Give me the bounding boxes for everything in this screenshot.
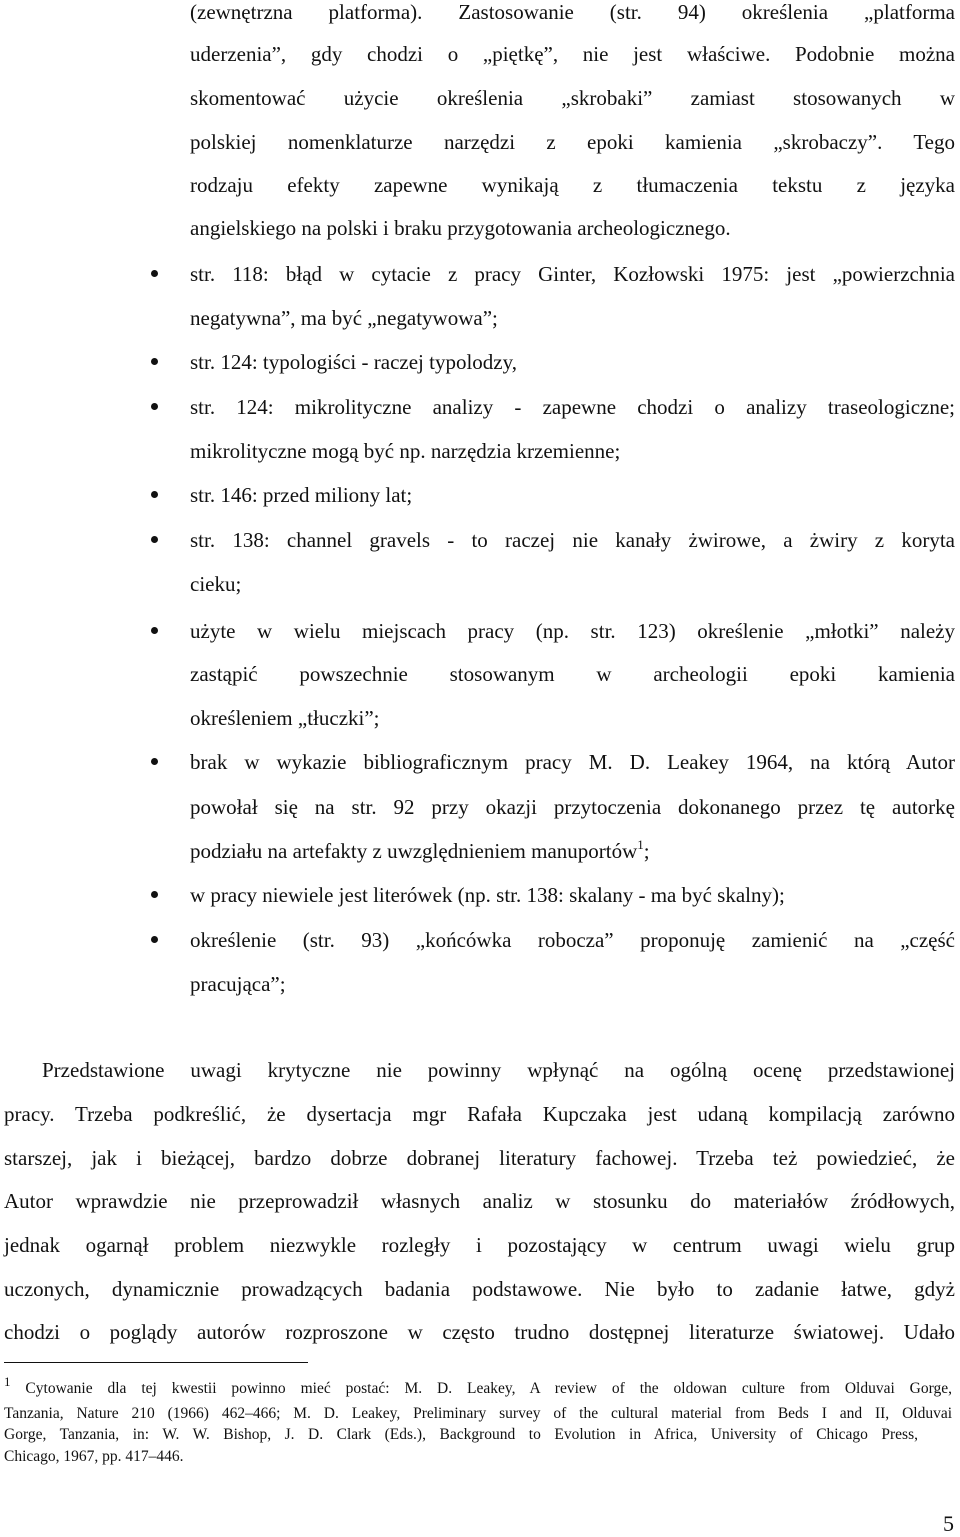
text-fragment: Cytowanie dla tej kwestii powinno mieć postać: M. D. Leakey, A review of the oldowan culture from Olduvai Gorge, [25,1380,952,1397]
text-line: starszej, jak i bieżącej, bardzo dobrze dobranej literatury fachowej. Trzeba też powiedzieć, że [4,1146,955,1170]
footnote-line [4,1373,952,1398]
text-line: chodzi o poglądy autorów rozproszone w często trudno dostępnej literaturze światowej. Udało [4,1320,955,1344]
footnote-line: Chicago, 1967, pp. 417–446. [4,1448,184,1465]
text-line: Przedstawione uwagi krytyczne nie powinny wpłynąć na ogólną ocenę przedstawionej [42,1058,955,1082]
text-line: mikrolityczne mogą być np. narzędzia krzemienne; [190,439,621,463]
text-line: cieku; [190,572,242,596]
text-line: angielskiego na polski i braku przygotowania archeologicznego. [190,216,731,240]
bullet-icon [151,936,158,943]
text-line: zastąpić powszechnie stosowanym w archeologii epoki kamienia [190,662,955,686]
text-line: uderzenia”, gdy chodzi o „piętkę”, nie jest właściwe. Podobnie można [190,42,955,66]
text-line: Autor wprawdzie nie przeprowadził własnych analiz w stosunku do materiałów źródłowych, [4,1189,955,1213]
text-line: skomentować użycie określenia „skrobaki” zamiast stosowanych w [190,86,955,110]
text-line: (zewnętrzna platforma). Zastosowanie (str. 94) określenia „platforma [190,0,955,24]
bullet-icon [151,403,158,410]
text-line: pracująca”; [190,972,286,996]
bullet-icon [151,758,158,765]
bullet-icon [151,536,158,543]
text-line: str. 138: channel gravels - to raczej nie kanały żwirowe, a żwiry z koryta [190,528,955,552]
text-line: pracy. Trzeba podkreślić, że dysertacja mgr Rafała Kupczaka jest udaną kompilacją zarówno [4,1102,955,1126]
text-line: jednak ogarnął problem niezwykle rozległy i pozostający w centrum uwagi wielu grup [4,1233,955,1257]
footnote-line: Tanzania, Nature 210 (1966) 462–466; M. D. Leakey, Preliminary survey of the cultural material from Beds I and II, Olduvai [4,1405,952,1422]
bullet-icon [151,358,158,365]
text-fragment: ; [643,839,650,863]
text-line: uczonych, dynamicznie prowadzących badania podstawowe. Nie było to zadanie łatwe, gdyż [4,1277,955,1301]
footnote-separator [4,1362,308,1363]
bullet-icon [151,627,158,634]
text-line: polskiej nomenklaturze narzędzi z epoki kamienia „skrobaczy”. Tego [190,130,955,154]
text-line: użyte w wielu miejscach pracy (np. str. 123) określenie „młotki” należy [190,619,955,643]
bullet-icon [151,491,158,498]
page-number: 5 [943,1511,954,1536]
text-line: określeniem „tłuczki”; [190,706,380,730]
bullet-icon [151,891,158,898]
text-line: str. 146: przed miliony lat; [190,483,413,507]
footnote-number: 1 [4,1373,11,1389]
text-line: negatywna”, ma być „negatywowa”; [190,306,498,330]
text-line: str. 124: mikrolityczne analizy - zapewne chodzi o analizy traseologiczne; [190,395,955,419]
text-line [190,839,650,863]
text-line: str. 118: błąd w cytacie z pracy Ginter, Kozłowski 1975: jest „powierzchnia [190,262,955,286]
text-line: rodzaju efekty zapewne wynikają z tłumaczenia tekstu z języka [190,173,955,197]
text-line: w pracy niewiele jest literówek (np. str. 138: skalany - ma być skalny); [190,883,785,907]
text-line: brak w wykazie bibliograficznym pracy M. D. Leakey 1964, na którą Autor [190,750,955,774]
text-line: powołał się na str. 92 przy okazji przytoczenia dokonanego przez tę autorkę [190,795,955,819]
text-fragment: podziału na artefakty z uwzględnieniem manuportów [190,839,638,863]
bullet-icon [151,270,158,277]
text-line: określenie (str. 93) „końcówka robocza” proponuję zamienić na „część [190,928,955,952]
footnote-line: Gorge, Tanzania, in: W. W. Bishop, J. D. Clark (Eds.), Background to Evolution in Africa, University of Chicago Press, [4,1426,918,1443]
footnote-reference[interactable]: 1 [637,837,644,852]
text-line: str. 124: typologiści - raczej typolodzy, [190,350,517,374]
